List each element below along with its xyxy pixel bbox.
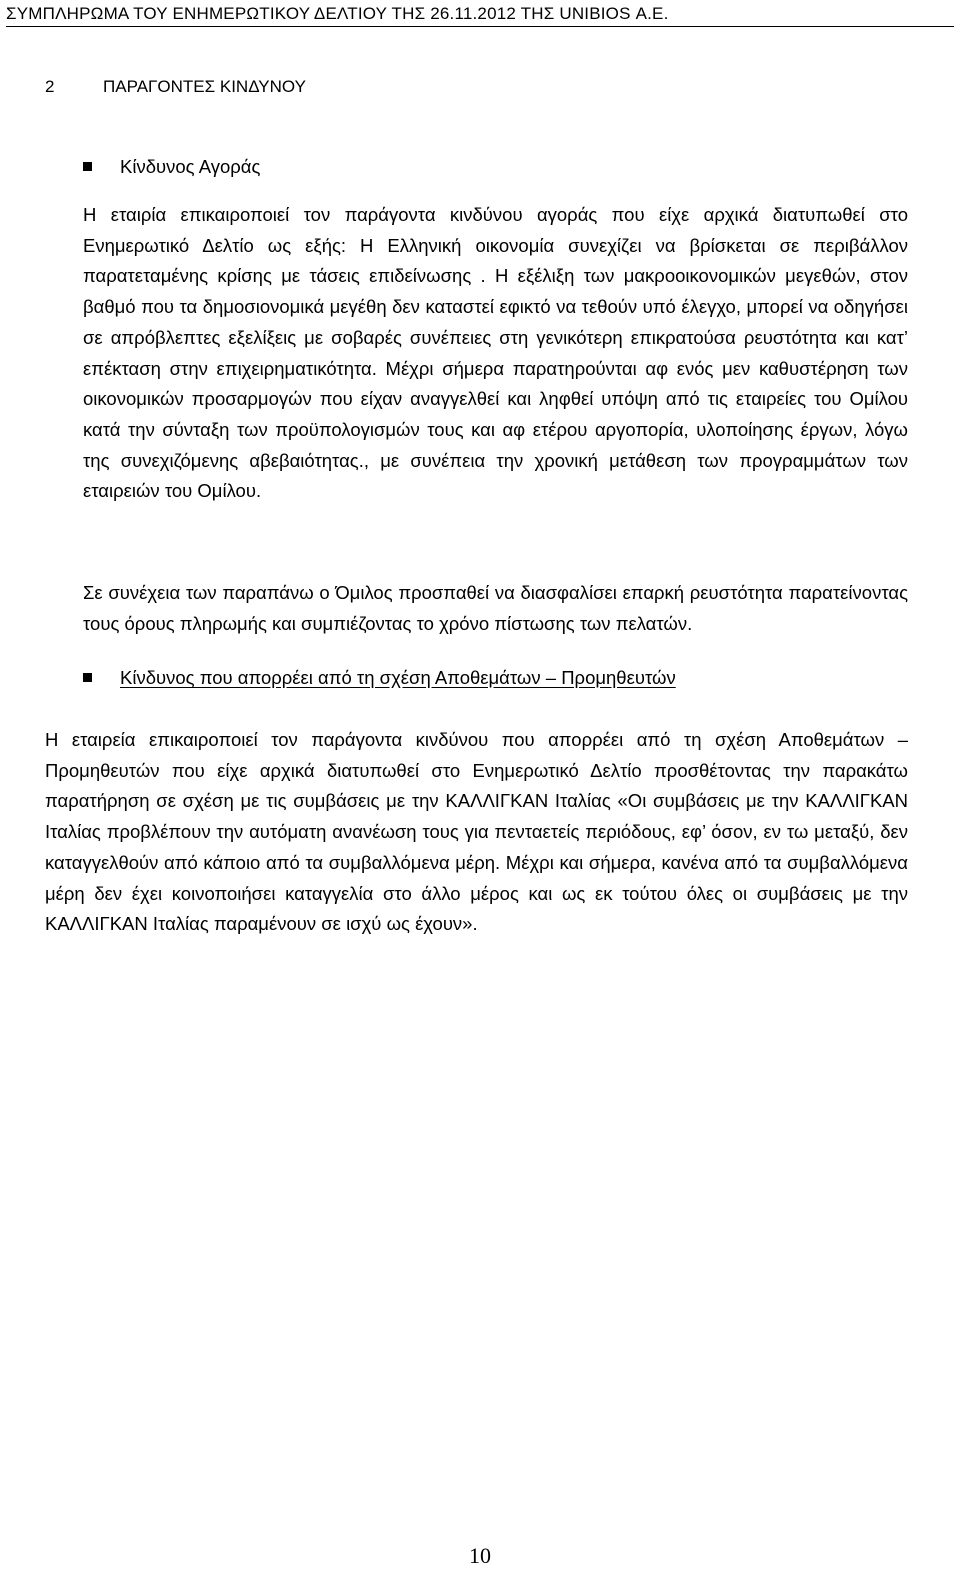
market-risk-paragraph-1: Η εταιρία επικαιροποιεί τον παράγοντα κινδύνου αγοράς που είχε αρχικά διατυπωθεί στο Ενημερωτικό Δελτίο ως εξής: Η Ελληνική οικονομία συνεχίζει να βρίσκεται σε περιβάλλον παρατεταμένης κρίσης με τάσεις επιδείνωσης . Η εξέλιξη των μακροοικονομικών μεγεθών, στον βαθμό που τα δημοσιονομικά μεγέθη δεν καταστεί εφικτό να τεθούν υπό έλεγχο, μπορεί να οδηγήσει σε απρόβλεπτες εξελίξεις με σοβαρές συνέπειες στη γενικότερη επικρατούσα ρευστότητα και κατ’ επέκταση στην επιχειρηματικότητα. Μέχρι σήμερα παρατηρούνται αφ ενός μεν καθυστέρηση των οικονομικών προσαρμογών που είχαν αναγγελθεί και ληφθεί υπόψη από τις εταιρείες του Ομίλου κατά την σύνταξη των προϋπολογισμών τους και αφ ετέρου αργοπορία, υλοποίησης έργων, λόγω της συνεχιζόμενης αβεβαιότητας., με συνέπεια την χρονική μετάθεση των προγραμμάτων των εταιρειών του Ομίλου. [83, 204, 908, 502]
square-bullet-icon [83, 162, 92, 171]
section-number: 2 [45, 77, 55, 96]
market-risk-heading-text: Κίνδυνος Αγοράς [120, 156, 261, 177]
inventory-risk-paragraph: Η εταιρεία επικαιροποιεί τον παράγοντα κινδύνου που απορρέει από τη σχέση Αποθεμάτων – Προμηθευτών που είχε αρχικά διατυπωθεί στο Ενημερωτικό Δελτίο προσθέτοντας την παρακάτω παρατήρηση σε σχέση με τις συμβάσεις με την ΚΑΛΛΙΓΚΑΝ Ιταλίας «Οι συμβάσεις με την ΚΑΛΛΙΓΚΑΝ Ιταλίας προβλέπουν την αυτόματη ανανέωση τους για πενταετείς περιόδους, εφ’ όσον, εν τω μεταξύ, δεν καταγγελθούν από κάποιο από τα συμβαλλόμενα μέρη. Μέχρι και σήμερα, κανένα από τα συμβαλλόμενα μέρη δεν έχει κοινοποιήσει καταγγελία στο άλλο μέρος και ως εκ τούτου όλες οι συμβάσεις με την ΚΑΛΛΙΓΚΑΝ Ιταλίας παραμένουν σε ισχύ ως έχουν». [45, 729, 908, 935]
document-header: ΣΥΜΠΛΗΡΩΜΑ ΤΟΥ ΕΝΗΜΕΡΩΤΙΚΟΥ ΔΕΛΤΙΟΥ ΤΗΣ 26.11.2012 ΤΗΣ UNIBIOS Α.Ε. [6, 4, 669, 23]
page-number: 10 [469, 1543, 491, 1568]
square-bullet-icon [83, 673, 92, 682]
inventory-risk-heading-text: Κίνδυνος που απορρέει από τη σχέση Αποθεμάτων – Προμηθευτών [120, 667, 676, 688]
market-risk-paragraph-2: Σε συνέχεια των παραπάνω ο Όμιλος προσπαθεί να διασφαλίσει επαρκή ρευστότητα παρατείνοντας τους όρους πληρωμής και συμπιέζοντας το χρόνο πίστωσης των πελατών. [83, 582, 908, 634]
section-heading [45, 77, 306, 97]
section-title: ΠΑΡΑΓΟΝΤΕΣ ΚΙΝΔΥΝΟΥ [103, 77, 306, 96]
header-divider [6, 26, 954, 27]
